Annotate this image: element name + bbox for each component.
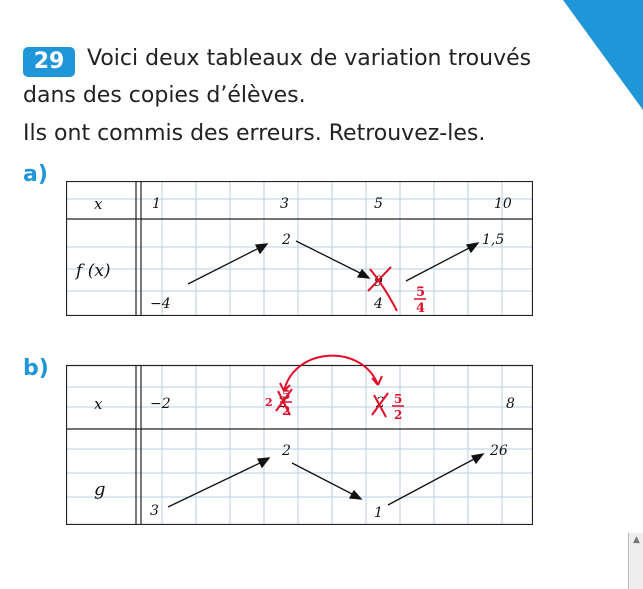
correction-denominator: 4 [416, 301, 426, 316]
x-value: 10 [494, 196, 512, 212]
x-correction-2-num: 5 [394, 392, 403, 406]
g-label: g [94, 479, 106, 500]
x-value: 3 [280, 196, 289, 212]
x-correction-1-prefix: 2 [265, 396, 273, 409]
f-value-max: 2 [282, 232, 291, 248]
f-value-end: 1,5 [482, 232, 505, 248]
exercise-number-badge: 29 [23, 47, 75, 77]
g-value-min: 1 [374, 505, 383, 521]
corner-triangle-decoration [563, 0, 643, 110]
part-a-label: a) [23, 162, 48, 187]
part-b-label: b) [23, 356, 49, 381]
x-value: 8 [506, 396, 515, 412]
exercise-text-line-3: Ils ont commis des erreurs. Retrouvez-les. [23, 121, 486, 146]
g-value-max: 2 [282, 443, 291, 459]
f-value-crossed: 9 [374, 274, 383, 290]
x-correction-1-num: 5 [282, 388, 291, 402]
exercise-text-line-1: Voici deux tableaux de variation trouvés [87, 46, 532, 71]
correction-numerator: 5 [416, 285, 426, 300]
scroll-up-arrow-icon[interactable]: ▲ [633, 535, 640, 545]
x-value: 5 [374, 196, 383, 212]
x-value: −2 [150, 396, 171, 412]
x-header: x [94, 195, 103, 213]
variation-table-a [66, 181, 533, 316]
scrollbar[interactable] [628, 533, 643, 589]
x-value-crossed-1: 2 [278, 395, 287, 411]
fx-label: f (x) [76, 261, 111, 281]
x-correction-1-den: 2 [282, 404, 291, 418]
g-value-end: 26 [490, 443, 508, 459]
x-value: 1 [152, 196, 161, 212]
f-value-min: −4 [150, 296, 171, 312]
g-value-start: 3 [150, 503, 159, 519]
exercise-text-line-2: dans des copies d’élèves. [23, 83, 306, 108]
x-value-crossed-2: 2 [376, 395, 385, 411]
f-value-min-2: 4 [374, 296, 383, 312]
x-correction-2-den: 2 [394, 408, 403, 422]
variation-table-b [66, 345, 533, 525]
x-header: x [94, 395, 103, 413]
